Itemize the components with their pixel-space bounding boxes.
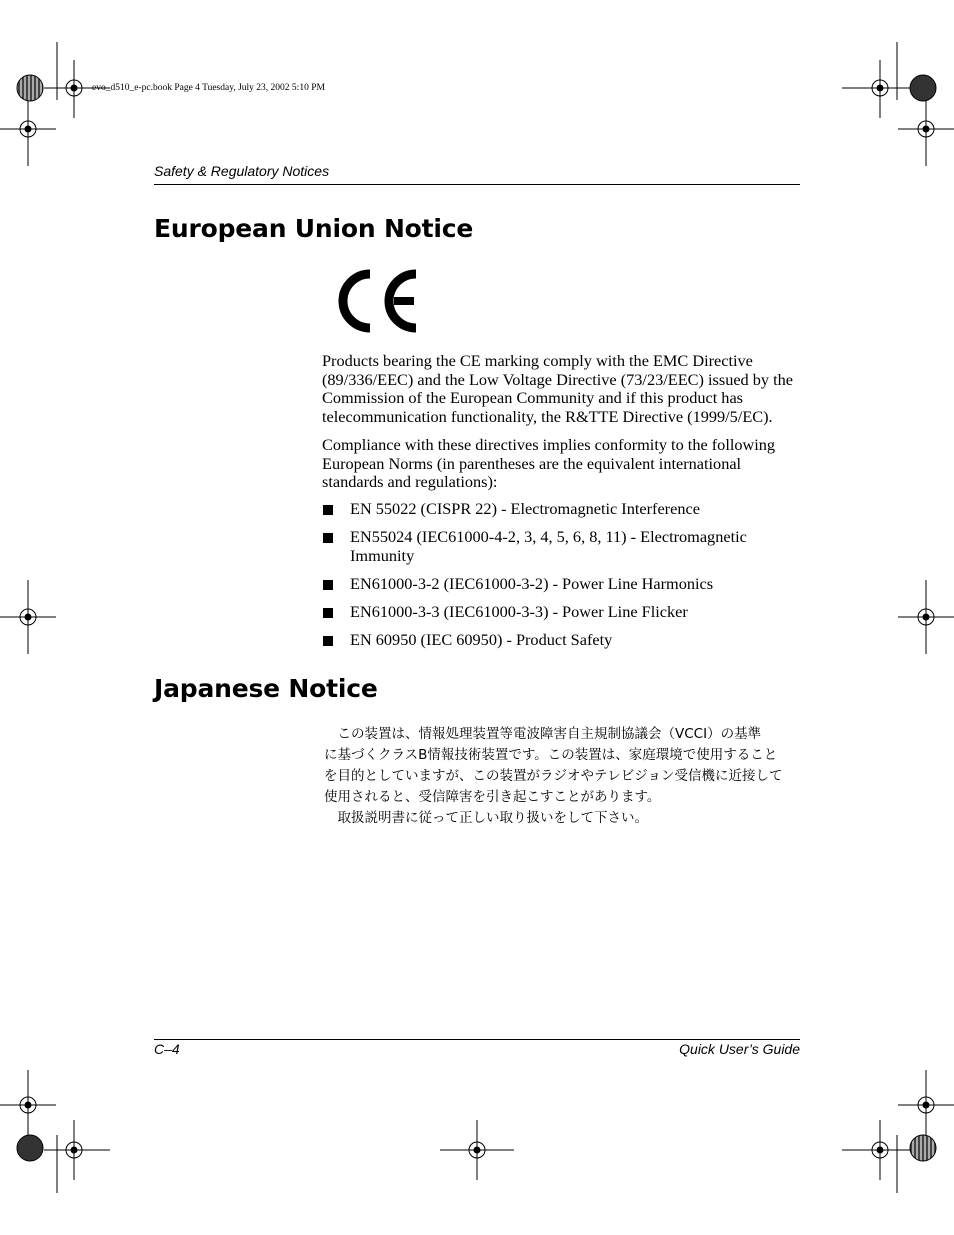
- eu-norms-list: [322, 500, 800, 659]
- bullet-icon: [323, 636, 333, 646]
- registration-target-icon: [0, 580, 56, 654]
- list-item: EN55024 (IEC61000-4-2, 3, 4, 5, 6, 8, 11) - Electromagnetic Immunity: [322, 528, 800, 565]
- registration-target-icon: [440, 1120, 514, 1180]
- eu-paragraph-1: Products bearing the CE marking comply with the EMC Directive (89/336/EEC) and the Low Voltage Directive (73/23/EEC) issued by the Commission of the European Community and if this product has telecommunication functionality, the R&TTE Directive (1999/5/EC).: [322, 351, 794, 426]
- bullet-icon: [323, 505, 333, 515]
- list-item: EN61000-3-2 (IEC61000-3-2) - Power Line Harmonics: [322, 575, 800, 594]
- running-header: Safety & Regulatory Notices: [154, 163, 330, 179]
- registration-target-icon: [898, 580, 954, 654]
- page-number: C–4: [154, 1041, 180, 1057]
- jp-line: に基づくクラスB情報技術装置です。この装置は、家庭環境で使用すること: [324, 747, 778, 763]
- jp-notice-text: [324, 724, 804, 829]
- ce-mark-logo: [330, 268, 422, 339]
- list-item: EN 55022 (CISPR 22) - Electromagnetic Interference: [322, 500, 800, 519]
- registration-target-icon: [898, 100, 954, 166]
- starburst-icon: [17, 1135, 43, 1161]
- print-info-line: evo_d510_e-pc.book Page 4 Tuesday, July 23, 2002 5:10 PM: [92, 83, 325, 93]
- registration-target-icon: [842, 60, 910, 118]
- starburst-icon: [910, 1135, 936, 1161]
- bullet-icon: [323, 580, 333, 590]
- list-item: EN61000-3-3 (IEC61000-3-3) - Power Line Flicker: [322, 603, 800, 622]
- starburst-icon: [910, 75, 936, 101]
- footer-rule: [154, 1039, 800, 1040]
- registration-target-icon: [842, 1120, 910, 1180]
- eu-paragraph-2: Compliance with these directives implies conformity to the following European Norms (in parentheses are the equivalent international standards and regulations):: [322, 435, 776, 491]
- book-title: Quick User’s Guide: [679, 1041, 800, 1057]
- registration-target-icon: [0, 100, 56, 166]
- starburst-icon: [17, 75, 43, 101]
- jp-line: この装置は、情報処理装置等電波障害自主規制協議会（VCCI）の基準: [324, 726, 762, 742]
- eu-notice-title: European Union Notice: [154, 214, 474, 243]
- bullet-icon: [323, 533, 333, 543]
- registration-target-icon: [898, 1070, 954, 1140]
- header-rule: [154, 184, 800, 185]
- jp-line: 使用されると、受信障害を引き起こすことがあります。: [324, 789, 661, 805]
- list-item: EN 60950 (IEC 60950) - Product Safety: [322, 631, 800, 650]
- registration-target-icon: [44, 1120, 110, 1180]
- jp-line: を目的としていますが、この装置がラジオやテレビジョン受信機に近接して: [324, 768, 783, 784]
- jp-notice-title: Japanese Notice: [154, 674, 378, 703]
- jp-line: 取扱説明書に従って正しい取り扱いをして下さい。: [324, 810, 648, 826]
- bullet-icon: [323, 608, 333, 618]
- registration-target-icon: [0, 1070, 56, 1140]
